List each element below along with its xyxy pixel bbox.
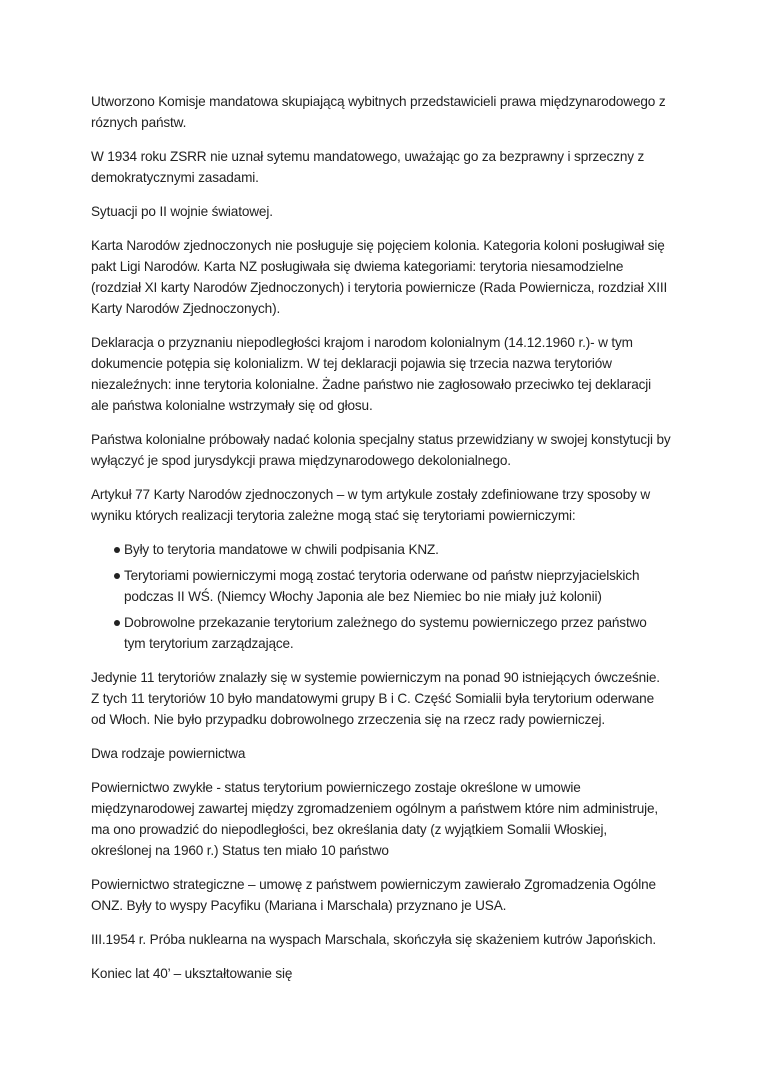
list-item (91, 612, 671, 654)
paragraph-after-ww2: Sytuacji po II wojnie światowej. (91, 204, 273, 219)
paragraph-nuclear-test-1954: III.1954 r. Próba nuklearna na wyspach Marschala, skończyła się skażeniem kutrów Japońskich. (91, 932, 656, 947)
list-item-text: Terytoriami powierniczymi mogą zostać terytoria oderwane od państw nieprzyjacielskich podczas II WŚ. (Niemcy Włochy Japonia ale bez Niemiec bo nie miały już kolonii) (124, 568, 640, 604)
paragraph-ordinary-trusteeship: Powiernictwo zwykłe - status terytorium powierniczego zostaje określone w umowie międzynarodowej zawartej między zgromadzeniem ogólnym a państwem które nim administruje, ma ono prowadzić do niepodległości, bez określania daty (z wyjątkiem Somalii Włoskiej, określonej na 1960 r.) Status ten miało 10 państwo (91, 780, 659, 858)
paragraph-strategic-trusteeship: Powiernictwo strategiczne – umowę z państwem powierniczym zawierało Zgromadzenia Ogólne ONZ. Były to wyspy Pacyfiku (Mariana i Marschala) przyznano je USA. (91, 877, 656, 913)
document-body (91, 91, 671, 997)
paragraph-end-of-40s: Koniec lat 40’ – ukształtowanie się (91, 966, 293, 981)
paragraph-declaration-1960: Deklaracja o przyznaniu niepodległości krajom i narodom kolonialnym (14.12.1960 r.)- w tym dokumencie potępia się kolonializm. W tej deklaracji pojawia się trzecia nazwa terytoriów niezaleźnych: inne terytoria kolonialne. Żadne państwo nie zagłosowało przeciwko tej deklaracji ale państwa kolonialne wstrzymały się od głosu. (91, 335, 652, 413)
paragraph-eleven-territories: Jedynie 11 terytoriów znalazły się w systemie powierniczym na ponad 90 istniejących ówcześnie. Z tych 11 terytoriów 10 było mandatowymi grupy B i C. Część Somialii była terytorium oderwane od Włoch. Nie było przypadku dobrowolnego zrzeczenia się na rzecz rady powierniczej. (91, 670, 660, 727)
paragraph-un-charter: Karta Narodów zjednoczonych nie posługuje się pojęciem kolonia. Kategoria koloni posługiwał się pakt Ligi Narodów. Karta NZ posługiwała się dwiema kategoriami: terytoria niesamodzielne (rozdział XI karty Narodów Zjednoczonych) i terytoria powiernicze (Rada Powiernicza, rozdział XIII Karty Narodów Zjednoczonych). (91, 238, 668, 316)
list-item (91, 539, 671, 560)
paragraph-two-types-heading: Dwa rodzaje powiernictwa (91, 746, 246, 761)
trust-territories-list (91, 539, 671, 654)
bullet-dot-icon (114, 547, 120, 553)
bullet-dot-icon (114, 573, 120, 579)
list-item-text: Były to terytoria mandatowe w chwili podpisania KNZ. (124, 542, 439, 557)
paragraph-commission: Utworzono Komisje mandatowa skupiającą wybitnych przedstawicieli prawa międzynarodowego z róznych państw. (91, 94, 666, 130)
list-item (91, 565, 671, 607)
paragraph-article-77: Artykuł 77 Karty Narodów zjednoczonych – w tym artykule zostały zdefiniowane trzy sposoby w wyniku których realizacji terytoria zależne mogą stać się terytoriami powierniczymi: (91, 487, 651, 523)
bullet-dot-icon (114, 620, 120, 626)
paragraph-zsrr-1934: W 1934 roku ZSRR nie uznał sytemu mandatowego, uważając go za bezprawny i sprzeczny z demokratycznymi zasadami. (91, 149, 645, 185)
paragraph-colonial-status: Państwa kolonialne próbowały nadać kolonia specjalny status przewidziany w swojej konstytucji by wyłączyć je spod jurysdykcji prawa międzynarodowego dekolonialnego. (91, 432, 671, 468)
list-item-text: Dobrowolne przekazanie terytorium zależnego do systemu powierniczego przez państwo tym terytorium zarządzające. (124, 615, 647, 651)
